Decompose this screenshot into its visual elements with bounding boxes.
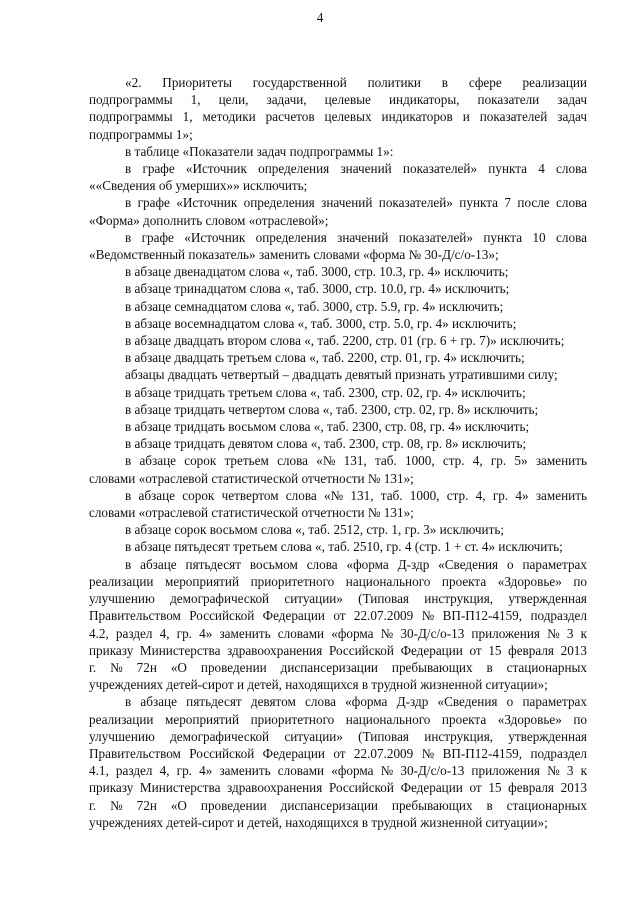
paragraph-line: в абзаце сорок восьмом слова «, таб. 2512, стр. 1, гр. 3» исключить; xyxy=(125,522,505,538)
paragraph xyxy=(89,280,587,297)
paragraph xyxy=(89,194,587,228)
paragraph xyxy=(89,366,587,383)
document-body xyxy=(89,74,587,831)
paragraph-line: в абзаце тридцать девятом слова «, таб. 2300, стр. 08, гр. 8» исключить; xyxy=(125,436,527,452)
paragraph xyxy=(89,315,587,332)
paragraph-line: учреждениях детей-сирот и детей, находящихся в трудной жизненной ситуации»; xyxy=(89,814,548,830)
paragraph-line: подпрограммы 1, методики расчетов целевых индикаторов и показателей задач xyxy=(89,109,587,125)
paragraph xyxy=(89,401,587,418)
paragraph-line: в абзаце двадцать третьем слова «, таб. 2200, стр. 01, гр. 4» исключить; xyxy=(125,350,525,366)
paragraph-line: в абзаце пятьдесят девятом слова «форма Д-здр «Сведения о параметрах xyxy=(125,694,587,710)
paragraph-line: улучшению демографической ситуации» (Типовая инструкция, утвержденная xyxy=(89,728,587,744)
paragraph-line: 4.2, раздел 4, гр. 4» заменить словами «форма № 30-Д/с/о-13 приложения № 3 к xyxy=(89,625,587,641)
paragraph-line: в абзаце пятьдесят третьем слова «, таб. 2510, гр. 4 (стр. 1 + ст. 4» исключить; xyxy=(125,539,563,555)
paragraph xyxy=(89,435,587,452)
paragraph-line: абзацы двадцать четвертый – двадцать девятый признать утратившими силу; xyxy=(125,367,558,383)
paragraph xyxy=(89,263,587,280)
paragraph-line: в графе «Источник определения значений показателей» пункта 4 слова xyxy=(125,161,587,177)
paragraph-line: ««Сведения об умерших»» исключить; xyxy=(89,178,308,194)
paragraph-line: в абзаце тридцать четвертом слова «, таб. 2300, стр. 02, гр. 8» исключить; xyxy=(125,401,539,417)
paragraph-line: в абзаце восемнадцатом слова «, таб. 3000, стр. 5.0, гр. 4» исключить; xyxy=(125,315,517,331)
paragraph-line: г. № 72н «О проведении диспансеризации пребывающих в стационарных xyxy=(89,797,587,813)
paragraph-line: Правительством Российской Федерации от 22.07.2009 № ВП-П12-4159, подраздел xyxy=(89,608,587,624)
paragraph-line: в абзаце двенадцатом слова «, таб. 3000, стр. 10.3, гр. 4» исключить; xyxy=(125,264,509,280)
paragraph-line: в абзаце тридцать третьем слова «, таб. 2300, стр. 02, гр. 4» исключить; xyxy=(125,384,526,400)
paragraph-line: г. № 72н «О проведении диспансеризации пребывающих в стационарных xyxy=(89,659,587,675)
paragraph-line: в таблице «Показатели задач подпрограммы 1»: xyxy=(125,143,394,159)
paragraph xyxy=(89,332,587,349)
paragraph-line: реализации мероприятий приоритетного национального проекта «Здоровье» по xyxy=(89,573,587,589)
paragraph xyxy=(89,556,587,694)
paragraph xyxy=(89,384,587,401)
paragraph xyxy=(89,74,587,143)
paragraph xyxy=(89,693,587,831)
paragraph-line: в графе «Источник определения значений показателей» пункта 7 после слова xyxy=(125,195,587,211)
paragraph-line: подпрограммы 1»; xyxy=(89,126,193,142)
paragraph xyxy=(89,349,587,366)
paragraph-line: в абзаце семнадцатом слова «, таб. 3000, стр. 5.9, гр. 4» исключить; xyxy=(125,298,504,314)
paragraph xyxy=(89,298,587,315)
paragraph-line: реализации мероприятий приоритетного национального проекта «Здоровье» по xyxy=(89,711,587,727)
paragraph-line: в абзаце тридцать восьмом слова «, таб. 2300, стр. 08, гр. 4» исключить; xyxy=(125,419,530,435)
paragraph-line: в графе «Источник определения значений показателей» пункта 10 слова xyxy=(125,229,587,245)
paragraph-line: в абзаце сорок третьем слова «№ 131, таб. 1000, стр. 4, гр. 5» заменить xyxy=(125,453,587,469)
paragraph xyxy=(89,452,587,486)
paragraph-line: словами «отраслевой статистической отчетности № 131»; xyxy=(89,470,414,486)
paragraph-line: подпрограммы 1, цели, задачи, целевые индикаторы, показатели задач xyxy=(89,92,587,108)
paragraph xyxy=(89,229,587,263)
paragraph-line: «Форма» дополнить словом «отраслевой»; xyxy=(89,212,329,228)
paragraph-line: учреждениях детей-сирот и детей, находящихся в трудной жизненной ситуации»; xyxy=(89,677,548,693)
paragraph xyxy=(89,160,587,194)
paragraph xyxy=(89,487,587,521)
paragraph-line: 4.1, раздел 4, гр. 4» заменить словами «форма № 30-Д/с/о-13 приложения № 3 к xyxy=(89,763,587,779)
paragraph xyxy=(89,418,587,435)
paragraph-line: в абзаце двадцать втором слова «, таб. 2200, стр. 01 (гр. 6 + гр. 7)» исключить; xyxy=(125,333,565,349)
paragraph-line: Правительством Российской Федерации от 22.07.2009 № ВП-П12-4159, подраздел xyxy=(89,745,587,761)
paragraph xyxy=(89,538,587,555)
paragraph-line: в абзаце тринадцатом слова «, таб. 3000, стр. 10.0, гр. 4» исключить; xyxy=(125,281,510,297)
paragraph-line: «2. Приоритеты государственной политики в сфере реализации xyxy=(125,75,587,90)
paragraph-line: «Ведомственный показатель» заменить словами «форма № 30-Д/с/о-13»; xyxy=(89,247,499,263)
paragraph xyxy=(89,143,587,160)
paragraph-line: в абзаце сорок четвертом слова «№ 131, таб. 1000, стр. 4, гр. 4» заменить xyxy=(125,487,587,503)
paragraph-line: улучшению демографической ситуации» (Типовая инструкция, утвержденная xyxy=(89,591,587,607)
paragraph-line: в абзаце пятьдесят восьмом слова «форма Д-здр «Сведения о параметрах xyxy=(125,556,587,572)
page-number: 4 xyxy=(316,10,324,25)
paragraph-line: приказу Министерства здравоохранения Российской Федерации от 15 февраля 2013 xyxy=(89,780,587,796)
paragraph-line: словами «отраслевой статистической отчетности № 131»; xyxy=(89,505,414,521)
paragraph xyxy=(89,521,587,538)
paragraph-line: приказу Министерства здравоохранения Российской Федерации от 15 февраля 2013 xyxy=(89,642,587,658)
